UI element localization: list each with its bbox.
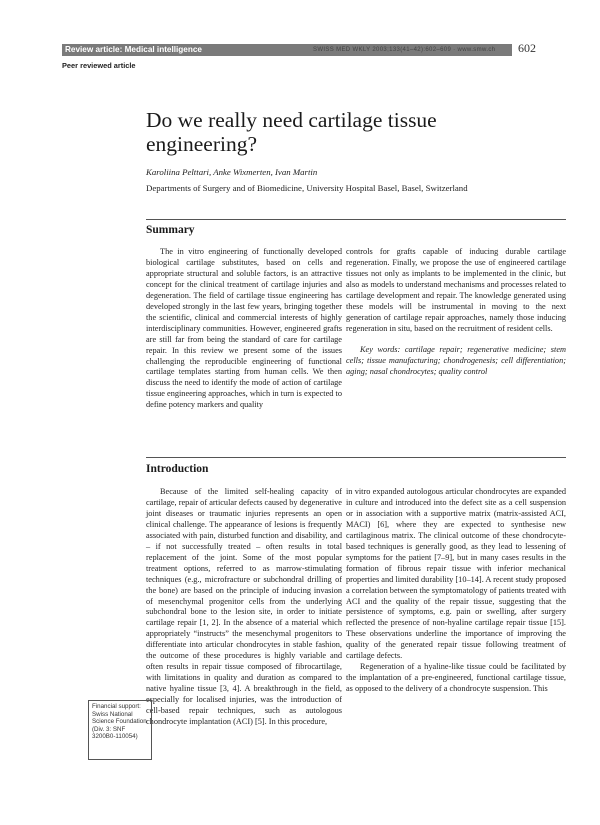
introduction-paragraph-2: in vitro expanded autologous articular chondrocytes are expanded in culture and introduced into the defect site as a cell suspension or in association with a supportive matrix (matrix-assisted ACI, MACI) [6], where they are expected to synthesise new cartilaginous matrix. The clinical outcome of these chondrocyte-based techniques is generally good, as they lead to lessening of symptoms for the patient [7–9], but in many cases results in the formation of fibrous repair tissue with inferior mechanical properties and limited durability [10–14]. A recent study proposed a correlation between the symptomatology of patients treated with ACI and the quality of the repair tissue, suggesting that the persistence of symptoms, e.g. pain or swelling, after surgery reflected the presence of non-hyaline cartilage repair tissue [15]. These observations underline the importance of improving the quality of the generated repair tissue following treatment of cartilage defects. bbox=[346, 487, 566, 661]
summary-top-rule bbox=[146, 219, 566, 220]
journal-reference: SWISS MED WKLY 2003;133(41–42):602–609 · www.smw.ch bbox=[313, 47, 496, 53]
page-number: 602 bbox=[518, 41, 536, 55]
introduction-left-column bbox=[146, 487, 342, 728]
introduction-top-rule bbox=[146, 457, 566, 458]
summary-paragraph-2: controls for grafts capable of inducing durable cartilage regeneration. Finally, we propose the use of engineered cartilage tissues not only as implants to be implemented in the clinic, but also as models to understand mechanisms and processes related to cartilage development and repair. The knowledge generated using these models will be instrumental in moving to the next generation of cartilage repair approaches, namely those inducing regeneration in situ, based on the recruitment of resident cells. bbox=[346, 247, 566, 333]
summary-left-column bbox=[146, 247, 342, 411]
section-label: Review article: Medical intelligence bbox=[65, 45, 202, 54]
introduction-paragraph-3: Regeneration of a hyaline-like tissue could be facilitated by the implantation of a pre-engineered, functional cartilage tissue, as opposed to the delivery of a chondrocyte suspension. This bbox=[346, 662, 566, 694]
peer-reviewed-label: Peer reviewed article bbox=[62, 61, 136, 70]
summary-paragraph-1: The in vitro engineering of functionally developed biological cartilage substitutes, based on cells and appropriate structural and soluble factors, is an attractive concept for the clinical treatment of cartilage injuries and degeneration. The field of cartilage tissue engineering has developed strongly in the last few years, bringing together the scientific, clinical and commercial interests of highly interdisciplinary communities. However, engineered grafts are still far from being the standard of care for cartilage repair. In this review we present some of the issues challenging the reproducible engineering of functional cartilage templates starting from human cells. We then discuss the need to identify the mode of action of cartilage tissue engineering approaches, which in turn is expected to define potency markers and quality bbox=[146, 247, 342, 410]
article-affiliation: Departments of Surgery and of Biomedicine, University Hospital Basel, Basel, Switzerland bbox=[146, 183, 468, 193]
article-title: Do we really need cartilage tissue engineering? bbox=[146, 108, 437, 156]
introduction-heading: Introduction bbox=[146, 463, 209, 475]
financial-support-text: Financial support: Swiss National Science Foundation (Div. 3: SNF 3200B0-110054) bbox=[92, 703, 147, 741]
keywords: Key words: cartilage repair; regenerative medicine; stem cells; tissue manufacturing; chondrogenesis; cell differentiation; aging; nasal chondrocytes; quality control bbox=[346, 344, 566, 376]
article-authors: Karoliina Pelttari, Anke Wixmerten, Ivan Martin bbox=[146, 167, 318, 177]
introduction-paragraph-1: Because of the limited self-healing capacity of cartilage, repair of articular defects caused by degenerative joint diseases or traumatic injuries represents an open clinical challenge. The appearance of lesions is frequently associated with pain, disturbed function and disability, and – if not successfully treated – often results in total replacement of the joint. Some of the most popular treatment options, referred to as marrow-stimulating techniques (e.g., microfracture or subchondral drilling of the bone) are based on the principle of inducing invasion of mesenchymal progenitor cells from the underlying subchondral bone to the lesion site, in order to initiate cartilage repair [1, 2]. In the absence of a material which appropriately “instructs” the mesenchymal progenitors to differentiate into articular chondrocytes in stable fashion, the outcome of these procedures is highly variable and often results in repair tissue composed of fibrocartilage, with limitations in quality and duration as compared to native hyaline tissue [3, 4]. A breakthrough in the field, especially for localised injuries, was the introduction of cell-based repair techniques, such as autologous chondrocyte implantation (ACI) [5]. In this procedure, bbox=[146, 487, 342, 727]
financial-support-box bbox=[88, 700, 152, 760]
summary-right-column bbox=[346, 247, 566, 377]
introduction-right-column bbox=[346, 487, 566, 695]
summary-heading: Summary bbox=[146, 224, 195, 236]
